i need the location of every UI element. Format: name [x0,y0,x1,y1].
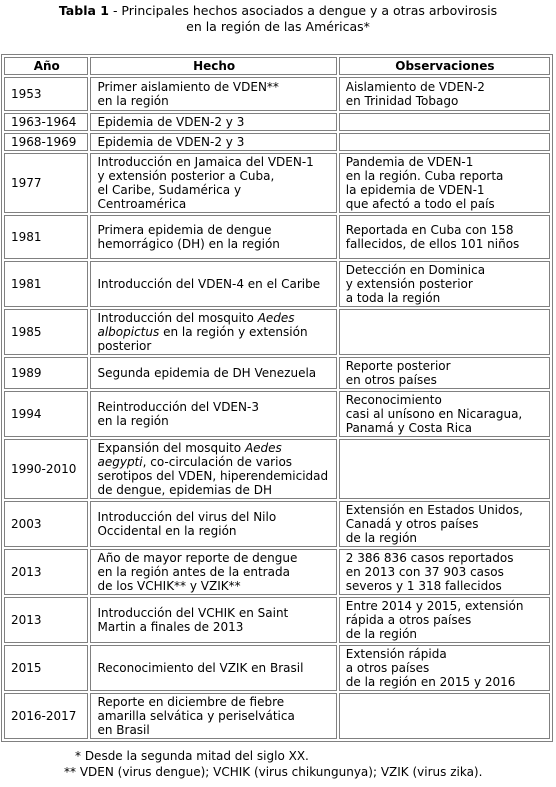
caption-label: Tabla 1 [58,3,109,18]
observation-cell [339,439,550,499]
fact-cell: Introducción del VCHIK en Saint Martin a finales de 2013 [90,597,336,643]
year-cell: 1977 [4,153,88,213]
caption-line2: en la región de las Américas* [186,19,370,34]
table-row [4,501,550,547]
fact-cell: Segunda epidemia de DH Venezuela [90,357,336,389]
observation-cell: Reporte posterior en otros países [339,357,550,389]
observation-cell [339,133,550,151]
fact-cell: Introducción en Jamaica del VDEN-1 y extensión posterior a Cuba, el Caribe, Sudamérica y Centroamérica [90,153,336,213]
table-row [4,113,550,131]
year-cell: 1981 [4,215,88,259]
table-row [4,439,550,499]
fact-cell: Primer aislamiento de VDEN** en la región [90,77,336,111]
fact-cell: Epidemia de VDEN-2 y 3 [90,133,336,151]
fact-cell: Introducción del mosquito Aedes albopictus en la región y extensión posterior [90,309,336,355]
observation-cell: Extensión en Estados Unidos, Canadá y otros países de la región [339,501,550,547]
table-row [4,645,550,691]
table-header-row [4,57,550,75]
observation-cell: 2 386 836 casos reportados en 2013 con 37 903 casos severos y 1 318 fallecidos [339,549,550,595]
table-row [4,391,550,437]
fact-cell: Año de mayor reporte de dengue en la región antes de la entrada de los VCHIK** y VZIK** [90,549,336,595]
table-row [4,77,550,111]
year-cell: 1981 [4,261,88,307]
year-cell: 2013 [4,597,88,643]
observation-cell [339,309,550,355]
observation-cell: Reportada en Cuba con 158 fallecidos, de ellos 101 niños [339,215,550,259]
fact-cell: Primera epidemia de dengue hemorrágico (DH) en la región [90,215,336,259]
observation-cell [339,113,550,131]
fact-cell: Reporte en diciembre de fiebre amarilla selvática y periselvática en Brasil [90,693,336,739]
table-row [4,597,550,643]
observation-cell: Pandemia de VDEN-1 en la región. Cuba reporta la epidemia de VDEN-1 que afectó a todo el país [339,153,550,213]
year-cell: 1968-1969 [4,133,88,151]
table-row [4,549,550,595]
footnotes [0,748,556,780]
fact-cell: Epidemia de VDEN-2 y 3 [90,113,336,131]
year-cell: 1953 [4,77,88,111]
table-caption [0,3,556,36]
header-observations: Observaciones [339,57,550,75]
observation-cell: Extensión rápida a otros países de la región en 2015 y 2016 [339,645,550,691]
footnote-2: ** VDEN (virus dengue); VCHIK (virus chikungunya); VZIK (virus zika). [64,765,483,779]
fact-cell: Reintroducción del VDEN-3 en la región [90,391,336,437]
fact-cell: Introducción del VDEN-4 en el Caribe [90,261,336,307]
events-table [1,54,553,742]
observation-cell: Detección en Dominica y extensión posterior a toda la región [339,261,550,307]
year-cell: 2015 [4,645,88,691]
table-row [4,693,550,739]
table-row [4,357,550,389]
fact-cell: Expansión del mosquito Aedes aegypti, co-circulación de varios serotipos del VDEN, hiperendemicidad de dengue, epidemias de DH [90,439,336,499]
observation-cell: Entre 2014 y 2015, extensión rápida a otros países de la región [339,597,550,643]
year-cell: 1989 [4,357,88,389]
year-cell: 1963-1964 [4,113,88,131]
year-cell: 1990-2010 [4,439,88,499]
caption-line1: - Principales hechos asociados a dengue y a otras arbovirosis [108,3,498,18]
table-row [4,309,550,355]
year-cell: 1985 [4,309,88,355]
footnote-1: * Desde la segunda mitad del siglo XX. [75,749,309,763]
table-row [4,215,550,259]
observation-cell [339,693,550,739]
year-cell: 2016-2017 [4,693,88,739]
year-cell: 1994 [4,391,88,437]
table-row [4,133,550,151]
year-cell: 2013 [4,549,88,595]
observation-cell: Reconocimiento casi al unísono en Nicaragua, Panamá y Costa Rica [339,391,550,437]
year-cell: 2003 [4,501,88,547]
header-year: Año [4,57,88,75]
table-row [4,153,550,213]
fact-cell: Introducción del virus del Nilo Occidental en la región [90,501,336,547]
table-row [4,261,550,307]
observation-cell: Aislamiento de VDEN-2 en Trinidad Tobago [339,77,550,111]
fact-cell: Reconocimiento del VZIK en Brasil [90,645,336,691]
header-fact: Hecho [90,57,336,75]
